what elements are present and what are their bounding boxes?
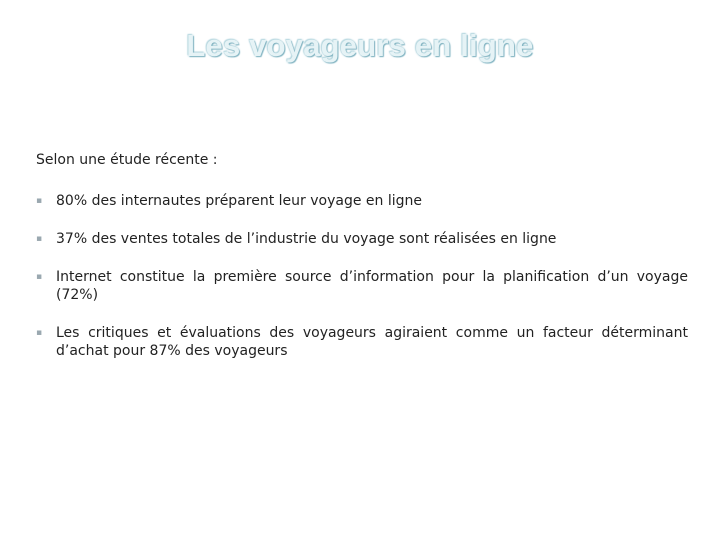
list-item xyxy=(36,268,688,304)
intro-text: Selon une étude récente : xyxy=(36,152,218,168)
square-bullet-icon: ▪ xyxy=(36,196,43,206)
square-bullet-icon: ▪ xyxy=(36,272,43,282)
list-item xyxy=(36,192,688,210)
square-bullet-icon: ▪ xyxy=(36,328,43,338)
bullet-text: 37% des ventes totales de l’industrie du voyage sont réalisées en ligne xyxy=(56,231,557,247)
bullet-text: Les critiques et évaluations des voyageurs agiraient comme un facteur déterminant d’achat pour 87% des voyageurs xyxy=(56,325,688,359)
slide-title: Les voyageurs en ligne xyxy=(186,28,534,63)
bullet-list xyxy=(36,192,688,360)
list-item xyxy=(36,324,688,360)
slide-content xyxy=(36,150,688,380)
bullet-text: 80% des internautes préparent leur voyage en ligne xyxy=(56,193,422,209)
list-item xyxy=(36,230,688,248)
square-bullet-icon: ▪ xyxy=(36,234,43,244)
bullet-text: Internet constitue la première source d’information pour la planification d’un voyage (72%) xyxy=(56,269,688,303)
